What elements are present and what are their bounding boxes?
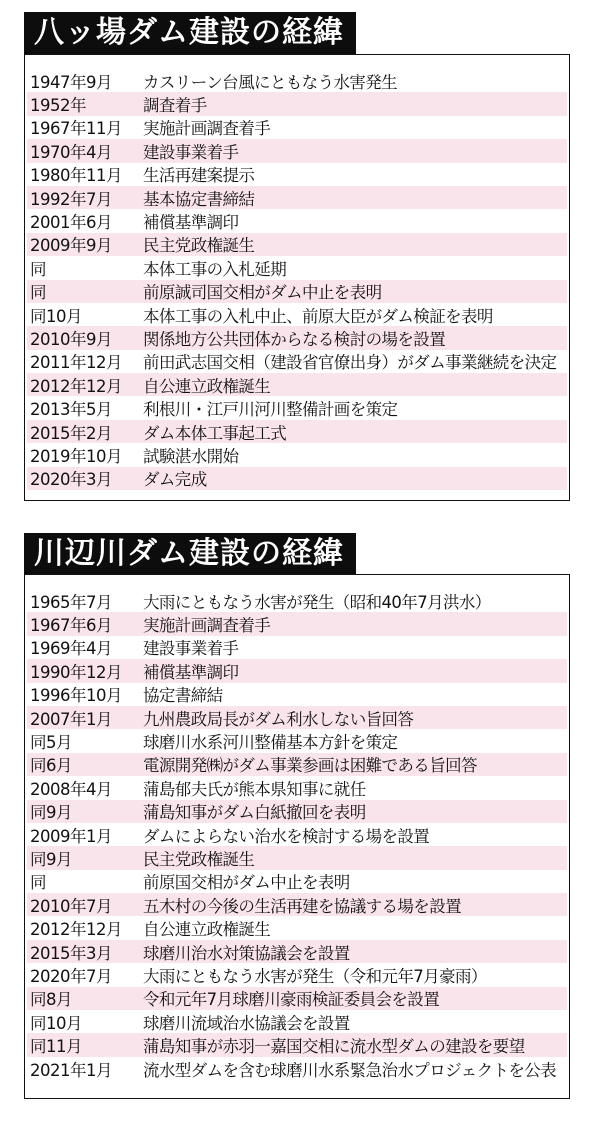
timeline-row bbox=[27, 776, 567, 799]
timeline-row bbox=[27, 396, 567, 419]
timeline-date: 2009年1月 bbox=[30, 826, 112, 846]
timeline-date: 同 bbox=[30, 283, 46, 303]
timeline-date: 同8月 bbox=[30, 990, 72, 1010]
timeline-event: 調査着手 bbox=[143, 96, 207, 116]
timeline-date: 1952年 bbox=[30, 96, 86, 116]
timeline-row bbox=[27, 420, 567, 443]
timeline-date: 2007年1月 bbox=[30, 709, 112, 729]
timeline-date: 2010年7月 bbox=[30, 896, 112, 916]
timeline-event: 民主党政権誕生 bbox=[143, 236, 255, 256]
timeline-event: 本体工事の入札延期 bbox=[143, 259, 287, 279]
timeline-date: 2015年2月 bbox=[30, 423, 112, 443]
timeline-event: 前田武志国交相（建設省官僚出身）がダム事業継続を決定 bbox=[143, 353, 557, 373]
timeline-row bbox=[27, 163, 567, 186]
timeline-row bbox=[27, 326, 567, 349]
timeline-date: 1947年9月 bbox=[30, 72, 112, 92]
timeline-row bbox=[27, 706, 567, 729]
timeline-date: 1970年4月 bbox=[30, 142, 112, 162]
timeline-date: 2001年6月 bbox=[30, 213, 112, 233]
timeline-date: 1996年10月 bbox=[30, 686, 122, 706]
timeline-row bbox=[27, 116, 567, 139]
timeline-date: 同11月 bbox=[30, 1037, 82, 1057]
timeline-row bbox=[27, 280, 567, 303]
timeline-row bbox=[27, 350, 567, 373]
timeline-row bbox=[27, 443, 567, 466]
timeline-event: 前原国交相がダム中止を表明 bbox=[143, 873, 350, 893]
timeline-row bbox=[27, 69, 567, 92]
timeline-date: 2021年1月 bbox=[30, 1060, 112, 1080]
timeline-row bbox=[27, 233, 567, 256]
timeline-date: 同10月 bbox=[30, 306, 82, 326]
timeline-date: 2012年12月 bbox=[30, 920, 122, 940]
timeline-row bbox=[27, 753, 567, 776]
timeline-row bbox=[27, 612, 567, 635]
timeline-event: 民主党政権誕生 bbox=[143, 850, 255, 869]
timeline-date: 2020年7月 bbox=[30, 966, 112, 986]
timeline-row bbox=[27, 916, 567, 939]
timeline-event: 協定書締結 bbox=[143, 686, 223, 706]
timeline-date: 1965年7月 bbox=[30, 592, 112, 612]
timeline-date: 2020年3月 bbox=[30, 470, 112, 490]
timeline-row bbox=[27, 1033, 567, 1056]
timeline-event: 補償基準調印 bbox=[143, 213, 239, 233]
timeline-row bbox=[27, 589, 567, 612]
timeline-event: ダム本体工事起工式 bbox=[143, 423, 287, 443]
timeline-row bbox=[27, 209, 567, 232]
timeline-date: 2012年12月 bbox=[30, 376, 122, 396]
timeline-event: 本体工事の入札中止、前原大臣がダム検証を表明 bbox=[143, 306, 493, 326]
timeline-event: 実施計画調査着手 bbox=[143, 119, 271, 139]
timeline-event: 関係地方公共団体からなる検討の場を設置 bbox=[143, 330, 446, 349]
timeline-event: 九州農政局長がダム利水しない旨回答 bbox=[143, 709, 414, 729]
timeline-date: 同9月 bbox=[30, 850, 72, 869]
timeline-event: 自公連立政権誕生 bbox=[143, 376, 271, 396]
timeline-date: 1980年11月 bbox=[30, 166, 122, 186]
timeline-event: 五木村の今後の生活再建を協議する場を設置 bbox=[143, 896, 462, 916]
timeline-row bbox=[27, 467, 567, 490]
timeline-date: 2008年4月 bbox=[30, 779, 112, 799]
timeline-event: 大雨にともなう水害が発生（令和元年7月豪雨） bbox=[143, 966, 487, 986]
timeline-row bbox=[27, 659, 567, 682]
timeline-event: 利根川・江戸川河川整備計画を策定 bbox=[143, 400, 398, 420]
timeline-row bbox=[27, 186, 567, 209]
timeline-row bbox=[27, 987, 567, 1010]
timeline-event: 流水型ダムを含む球磨川水系緊急治水プロジェクトを公表 bbox=[143, 1060, 557, 1080]
timeline-event: 電源開発㈱がダム事業参画は困難である旨回答 bbox=[143, 756, 477, 776]
timeline-event: 補償基準調印 bbox=[143, 662, 239, 682]
yamba-timeline-table bbox=[24, 54, 570, 501]
timeline-event: 球磨川水系河川整備基本方針を策定 bbox=[143, 733, 398, 753]
timeline-row bbox=[27, 1057, 567, 1080]
kawabe-timeline-table bbox=[24, 574, 570, 1099]
timeline-row bbox=[27, 683, 567, 706]
timeline-date: 1967年6月 bbox=[30, 616, 112, 636]
timeline-date: 1967年11月 bbox=[30, 119, 122, 139]
timeline-row bbox=[27, 256, 567, 279]
timeline-row bbox=[27, 893, 567, 916]
timeline-date: 2010年9月 bbox=[30, 330, 112, 349]
timeline-event: 蒲島知事が赤羽一嘉国交相に流水型ダムの建設を要望 bbox=[143, 1037, 525, 1057]
timeline-date: 1969年4月 bbox=[30, 639, 112, 659]
timeline-event: 基本協定書締結 bbox=[143, 189, 255, 209]
timeline-date: 同 bbox=[30, 259, 46, 279]
timeline-row bbox=[27, 139, 567, 162]
timeline-row bbox=[27, 303, 567, 326]
timeline-row bbox=[27, 846, 567, 869]
timeline-row bbox=[27, 92, 567, 115]
timeline-event: 建設事業着手 bbox=[143, 639, 239, 659]
timeline-date: 2019年10月 bbox=[30, 446, 122, 466]
timeline-event: 蒲島郁夫氏が熊本県知事に就任 bbox=[143, 779, 366, 799]
timeline-row bbox=[27, 1010, 567, 1033]
timeline-event: 蒲島知事がダム白紙撤回を表明 bbox=[143, 803, 366, 823]
timeline-date: 同6月 bbox=[30, 756, 72, 776]
timeline-row bbox=[27, 870, 567, 893]
timeline-event: 生活再建案提示 bbox=[143, 166, 255, 186]
timeline-event: 球磨川治水対策協議会を設置 bbox=[143, 943, 350, 963]
timeline-row bbox=[27, 373, 567, 396]
timeline-event: 実施計画調査着手 bbox=[143, 616, 271, 636]
timeline-event: 建設事業着手 bbox=[143, 142, 239, 162]
timeline-date: 同9月 bbox=[30, 803, 72, 823]
timeline-date: 同 bbox=[30, 873, 46, 893]
timeline-date: 2015年3月 bbox=[30, 943, 112, 963]
timeline-event: ダム完成 bbox=[143, 470, 207, 490]
timeline-event: 大雨にともなう水害が発生（昭和40年7月洪水） bbox=[143, 592, 491, 612]
timeline-event: 自公連立政権誕生 bbox=[143, 920, 271, 940]
timeline-date: 同5月 bbox=[30, 733, 72, 753]
timeline-row bbox=[27, 636, 567, 659]
timeline-event: 令和元年7月球磨川豪雨検証委員会を設置 bbox=[143, 990, 440, 1010]
timeline-row bbox=[27, 940, 567, 963]
timeline-date: 2009年9月 bbox=[30, 236, 112, 256]
timeline-date: 2013年5月 bbox=[30, 400, 112, 420]
timeline-event: カスリーン台風にともなう水害発生 bbox=[143, 72, 398, 92]
timeline-row bbox=[27, 963, 567, 986]
yamba-title: 八ッ場ダム建設の経緯 bbox=[24, 12, 356, 54]
timeline-event: 前原誠司国交相がダム中止を表明 bbox=[143, 283, 382, 303]
timeline-row bbox=[27, 800, 567, 823]
timeline-row bbox=[27, 823, 567, 846]
timeline-event: 試験湛水開始 bbox=[143, 446, 239, 466]
timeline-date: 同10月 bbox=[30, 1013, 82, 1033]
kawabe-title: 川辺川ダム建設の経緯 bbox=[24, 533, 356, 575]
timeline-event: ダムによらない治水を検討する場を設置 bbox=[143, 826, 430, 846]
timeline-date: 1992年7月 bbox=[30, 189, 112, 209]
timeline-row bbox=[27, 729, 567, 752]
timeline-date: 1990年12月 bbox=[30, 662, 122, 682]
timeline-event: 球磨川流域治水協議会を設置 bbox=[143, 1013, 350, 1033]
timeline-date: 2011年12月 bbox=[30, 353, 122, 373]
